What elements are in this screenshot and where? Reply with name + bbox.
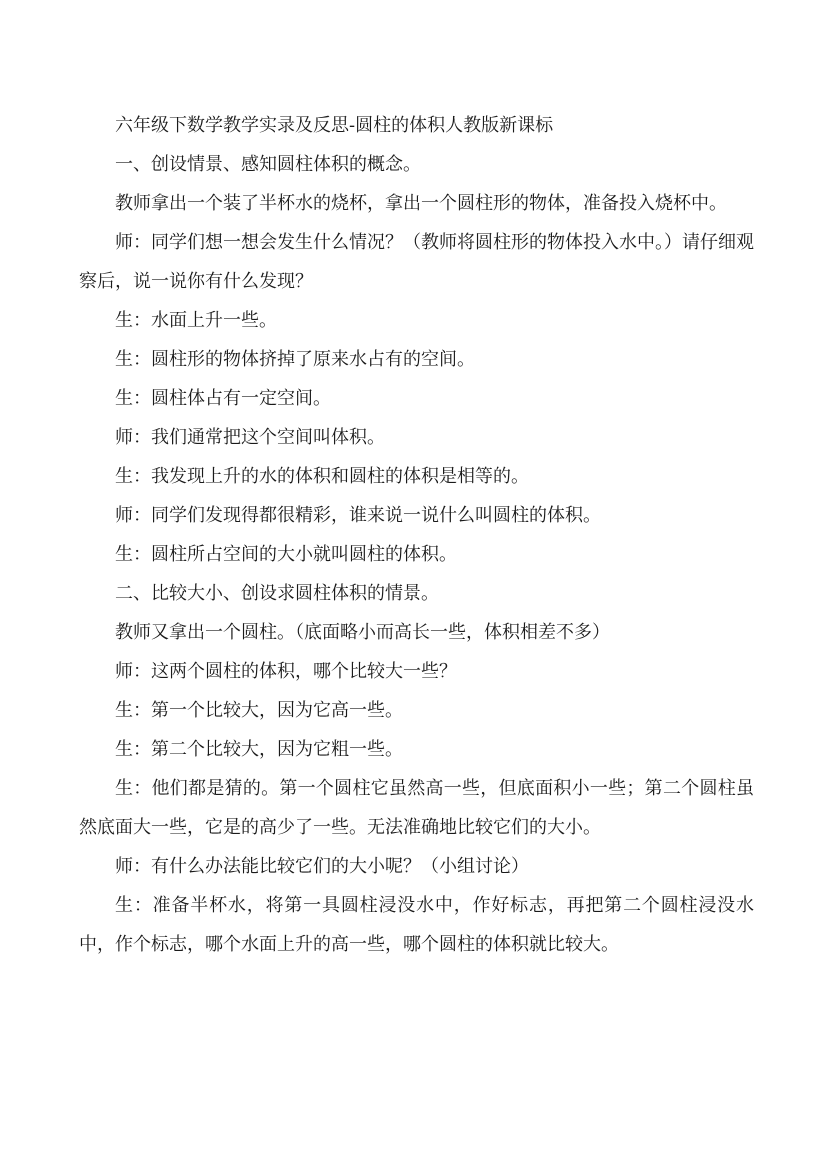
paragraph: 教师拿出一个装了半杯水的烧杯，拿出一个圆柱形的物体，准备投入烧杯中。 xyxy=(115,193,727,214)
paragraph: 生：圆柱体占有一定空间。 xyxy=(115,388,331,409)
section-heading-1: 一、创设情景、感知圆柱体积的概念。 xyxy=(115,154,421,175)
section-heading-2: 二、比较大小、创设求圆柱体积的情景。 xyxy=(115,583,439,604)
paragraph: 生：我发现上升的水的体积和圆柱的体积是相等的。 xyxy=(115,466,529,487)
paragraph: 师：我们通常把这个空间叫体积。 xyxy=(115,427,385,448)
document-body xyxy=(79,106,754,964)
paragraph: 师：有什么办法能比较它们的大小呢？（小组讨论） xyxy=(115,856,529,877)
document-title: 六年级下数学教学实录及反思-圆柱的体积人教版新课标 xyxy=(115,115,554,136)
paragraph: 教师又拿出一个圆柱。（底面略小而高长一些，体积相差不多） xyxy=(115,622,610,643)
paragraph: 生：他们都是猜的。第一个圆柱它虽然高一些，但底面积小一些；第二个圆柱虽然底面大一些，它是的高少了一些。无法准确地比较它们的大小。 xyxy=(79,778,754,838)
paragraph: 师：同学们想一想会发生什么情况？（教师将圆柱形的物体投入水中。）请仔细观察后，说一说你有什么发现？ xyxy=(79,232,754,292)
paragraph: 生：第二个比较大，因为它粗一些。 xyxy=(115,739,403,760)
paragraph: 师：这两个圆柱的体积，哪个比较大一些？ xyxy=(115,661,457,682)
paragraph: 生：圆柱形的物体挤掉了原来水占有的空间。 xyxy=(115,349,475,370)
paragraph: 生：准备半杯水，将第一具圆柱浸没水中，作好标志，再把第二个圆柱浸没水中，作个标志，哪个水面上升的高一些，哪个圆柱的体积就比较大。 xyxy=(79,895,754,955)
paragraph: 师：同学们发现得都很精彩，谁来说一说什么叫圆柱的体积。 xyxy=(115,505,601,526)
paragraph: 生：第一个比较大，因为它高一些。 xyxy=(115,700,403,721)
paragraph: 生：圆柱所占空间的大小就叫圆柱的体积。 xyxy=(115,544,457,565)
paragraph: 生：水面上升一些。 xyxy=(115,310,277,331)
